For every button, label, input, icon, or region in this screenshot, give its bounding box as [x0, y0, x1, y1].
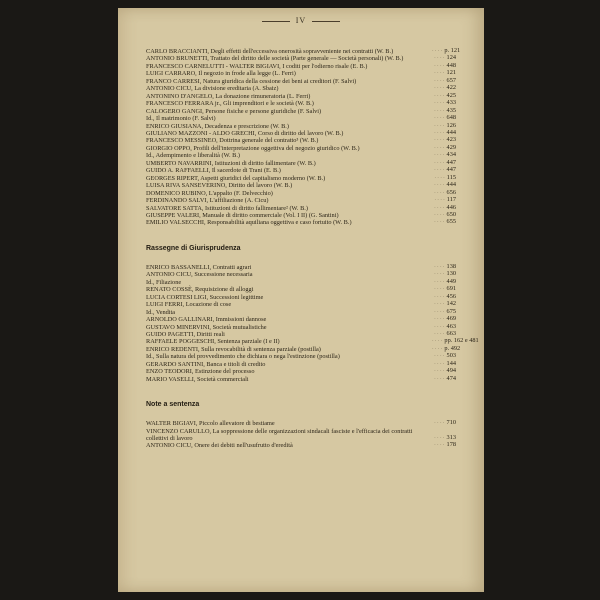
entry-page-number: · · · · 115	[432, 174, 456, 182]
index-entry	[146, 212, 456, 219]
entry-page-number: · · · · 434	[432, 151, 456, 159]
entry-title: VINCENZO CARULLO, La soppressione delle organizzazioni sindacali fasciste e l'efficacia dei contratti collettivi di lavoro	[146, 427, 413, 443]
entry-page-number: · · · · 447	[432, 166, 456, 174]
section-title-rassegne: Rassegne di Giurisprudenza	[146, 244, 241, 252]
index-entry	[146, 47, 461, 55]
entry-title: GIULIANO MAZZONI - ALDO GRECHI, Corso di diritto del lavoro (W. B.)	[146, 129, 344, 137]
entry-title: ENRICO GIUSIANA, Decadenza e prescrizione (W. B.)	[146, 122, 289, 130]
index-entry	[146, 264, 456, 271]
index-entry	[146, 286, 456, 293]
index-entry	[146, 130, 456, 137]
index-entry	[146, 271, 456, 278]
entry-title: DOMENICO RUBINO, L'appalto (F. Delvecchio)	[146, 189, 273, 197]
entry-page-number: · · · · 447	[432, 159, 456, 167]
entry-title: FRANCESCO FERRARA jr., Gli imprenditori e le società (W. B.)	[146, 100, 314, 108]
entry-title: ENRICO REDENTI, Sulla revocabilità di sentenza parziale (postilla)	[146, 345, 321, 353]
entry-page-number: · · · · 691	[432, 285, 456, 293]
index-entry	[146, 420, 456, 427]
index-entry	[146, 93, 456, 100]
entry-page-number: · · · · 656	[432, 189, 456, 197]
note-list	[146, 420, 456, 450]
entry-page-number: · · · · 425	[432, 92, 456, 100]
entry-page-number: · · · · 474	[432, 375, 456, 383]
index-entry	[146, 316, 456, 323]
index-entry	[146, 70, 456, 77]
entry-title: ENRICO BASSANELLI, Contratti agrari	[146, 263, 252, 271]
entry-title: EMILIO VALSECCHI, Responsabilità aquiliana oggettiva e caso fortuito (W. B.)	[146, 219, 352, 227]
entry-title: ANTONIO CICU, La divisione ereditaria (A. Sbaiz)	[146, 85, 279, 93]
entry-page-number: · · · · 463	[432, 323, 456, 331]
entry-title: RAFFAELE POGGESCHI, Sentenza parziale (I e II)	[146, 338, 280, 346]
index-entry	[146, 353, 456, 360]
index-entry	[146, 123, 456, 130]
index-entry	[146, 63, 456, 70]
entry-page-number: · · · · 655	[432, 218, 456, 226]
entry-title: Id., Filiazione	[146, 278, 182, 286]
entry-title: Id., Il matrimonio (F. Salvi)	[146, 115, 216, 123]
index-entry	[146, 324, 456, 331]
entry-page-number: · · · · 433	[432, 99, 456, 107]
rassegne-list	[146, 262, 479, 383]
entry-page-number: · · · · 429	[432, 144, 456, 152]
entry-title: CARLO BRACCIANTI, Degli effetti dell'eccessiva onerosità sopravveniente nei contratti (W. B.)	[146, 48, 394, 55]
entry-title: CALOGERO GANGI, Persone fisiche e persone giuridiche (F. Salvi)	[146, 107, 322, 115]
entry-title: ANTONIO CICU, Successione necessaria	[146, 271, 253, 279]
entry-title: GUSTAVO MINERVINI, Società mutualistiche	[146, 323, 267, 331]
entry-page-number: · · · · p. 121	[432, 47, 456, 55]
entry-title: LUCIA CORTESI LIGI, Successioni legittime	[146, 293, 264, 301]
entry-page-number: · · · · 494	[432, 367, 456, 375]
entry-title: LUIGI FERRI, Locazione di cose	[146, 301, 232, 309]
entry-page-number: · · · · 142	[432, 300, 456, 308]
index-entry	[146, 428, 456, 443]
entry-page-number: · · · · 144	[432, 360, 456, 368]
entry-page-number: · · · · 650	[432, 211, 456, 219]
entry-title: GERARDO SANTINI, Banca e titoli di credito	[146, 360, 266, 368]
entry-title: LUISA RIVA SANSEVERINO, Diritto del lavoro (W. B.)	[146, 182, 293, 190]
entry-page-number: · · · · 710	[432, 419, 456, 427]
entry-title: FRANCESCO CARNELUTTI - WALTER BIGIAVI, I coditi per l'odierno risale (E. B.)	[146, 62, 368, 70]
entry-title: FRANCESCO MESSINEO, Dottrina generale del contratto³ (W. B.)	[146, 137, 319, 145]
reviews-list	[146, 47, 461, 227]
entry-page-number: · · · · 448	[432, 62, 456, 70]
index-entry	[146, 331, 456, 338]
entry-title: RENATO COSSÈ, Requisizione di alloggi	[146, 286, 254, 294]
entry-page-number: · · · · 313	[432, 434, 456, 442]
index-entry	[146, 197, 456, 204]
index-entry	[146, 309, 456, 316]
index-entry	[146, 442, 456, 449]
entry-title: GIORGIO OPPO, Profili dell'interpretazione oggettiva del negozio giuridico (W. B.)	[146, 144, 360, 152]
page-number: IV	[118, 16, 484, 25]
entry-title: WALTER BIGIAVI, Piccolo allevatore di bestiame	[146, 420, 275, 428]
index-entry	[146, 337, 479, 346]
index-entry	[146, 219, 456, 226]
entry-title: Id., Vendita	[146, 308, 176, 316]
entry-page-number: · · · · 456	[432, 293, 456, 301]
index-entry	[146, 152, 456, 159]
entry-page-number: · · · · 423	[432, 136, 456, 144]
entry-page-number: · · · · 130	[432, 270, 456, 278]
index-entry	[146, 182, 456, 189]
entry-page-number: · · · · 663	[432, 330, 456, 338]
entry-page-number: · · · · 446	[432, 204, 456, 212]
entry-title: FRANCO CARRESI, Natura giuridica della cessione dei beni ai creditori (F. Salvi)	[146, 77, 357, 85]
entry-title: MARIO VASELLI, Società commerciali	[146, 375, 249, 383]
index-entry	[146, 137, 456, 144]
entry-title: LUIGI CARRARO, Il negozio in frode alla legge (L. Ferri)	[146, 70, 296, 78]
entry-page-number: · · · · 503	[432, 352, 456, 360]
index-entry	[146, 175, 456, 182]
index-entry	[146, 344, 461, 353]
entry-title: ANTONINO D'ANGELO, La donazione rimuneratoria (L. Ferri)	[146, 92, 311, 100]
index-entry	[146, 376, 456, 383]
entry-title: UMBERTO NAVARRINI, Istituzioni di diritto fallimentare (W. B.)	[146, 159, 316, 167]
entry-page-number: · · · · 449	[432, 278, 456, 286]
entry-title: Id., Sulla natura del provvedimento che dichiara o nega l'estinzione (postilla)	[146, 353, 340, 361]
index-content	[146, 47, 479, 450]
index-entry	[146, 145, 456, 152]
index-entry	[146, 55, 456, 62]
entry-title: GEORGES RIPERT, Aspetti giuridici del capitalismo moderno (W. B.)	[146, 174, 326, 182]
index-entry	[146, 108, 456, 115]
entry-page-number: · · · · pp. 162 e 481	[432, 337, 456, 345]
entry-page-number: · · · · 435	[432, 107, 456, 115]
entry-title: GIUSEPPE VALERI, Manuale di diritto commerciale (Vol. I II) (G. Santini)	[146, 211, 339, 219]
index-entry	[146, 294, 456, 301]
document-page	[118, 8, 484, 592]
index-entry	[146, 361, 456, 368]
entry-title: ANTONIO CICU, Onere dei debiti nell'usufrutto d'eredità	[146, 442, 293, 450]
index-entry	[146, 190, 456, 197]
entry-title: SALVATORE SATTA, Istituzioni di diritto fallimentare² (W. B.)	[146, 204, 308, 212]
index-entry	[146, 301, 456, 308]
entry-page-number: · · · · 138	[432, 263, 456, 271]
entry-page-number: · · · · 444	[432, 181, 456, 189]
index-entry	[146, 160, 456, 167]
index-entry	[146, 368, 456, 375]
entry-title: FERDINANDO SALVI, L'affiliazione (A. Cicu)	[146, 197, 269, 205]
entry-page-number: · · · · 121	[432, 69, 456, 77]
index-entry	[146, 78, 456, 85]
entry-title: GUIDO PAGETTI, Diritti reali	[146, 330, 225, 338]
index-entry	[146, 100, 456, 107]
entry-page-number: · · · · 178	[432, 441, 456, 449]
entry-page-number: · · · · 124	[432, 54, 456, 62]
entry-title: ARNOLDO GALLINARI, Immissioni dannose	[146, 316, 267, 324]
entry-page-number: · · · · 469	[432, 315, 456, 323]
entry-page-number: · · · · 657	[432, 77, 456, 85]
entry-page-number: · · · · p. 492	[432, 345, 456, 353]
entry-page-number: · · · · 422	[432, 84, 456, 92]
index-entry	[146, 85, 456, 92]
entry-page-number: · · · · 444	[432, 129, 456, 137]
section-title-note: Note a sentenza	[146, 401, 200, 409]
index-entry	[146, 115, 456, 122]
entry-title: ANTONIO BRUNETTI, Trattato del diritto delle società (Parte generale — Società personali) (W. B.)	[146, 55, 404, 63]
index-entry	[146, 167, 456, 174]
entry-page-number: · · · · 675	[432, 308, 456, 316]
entry-page-number: · · · · 126	[432, 122, 456, 130]
entry-page-number: · · · · 648	[432, 114, 456, 122]
entry-page-number: · · · · 117	[432, 196, 456, 204]
entry-title: Id., Adempimento e liberalità (W. B.)	[146, 152, 241, 160]
entry-title: GUIDO A. RAFFAELLI, Il sacerdote di Trani (E. B.)	[146, 167, 281, 175]
entry-title: ENZO TEODORI, Estinzione del processo	[146, 368, 255, 376]
index-entry	[146, 205, 456, 212]
